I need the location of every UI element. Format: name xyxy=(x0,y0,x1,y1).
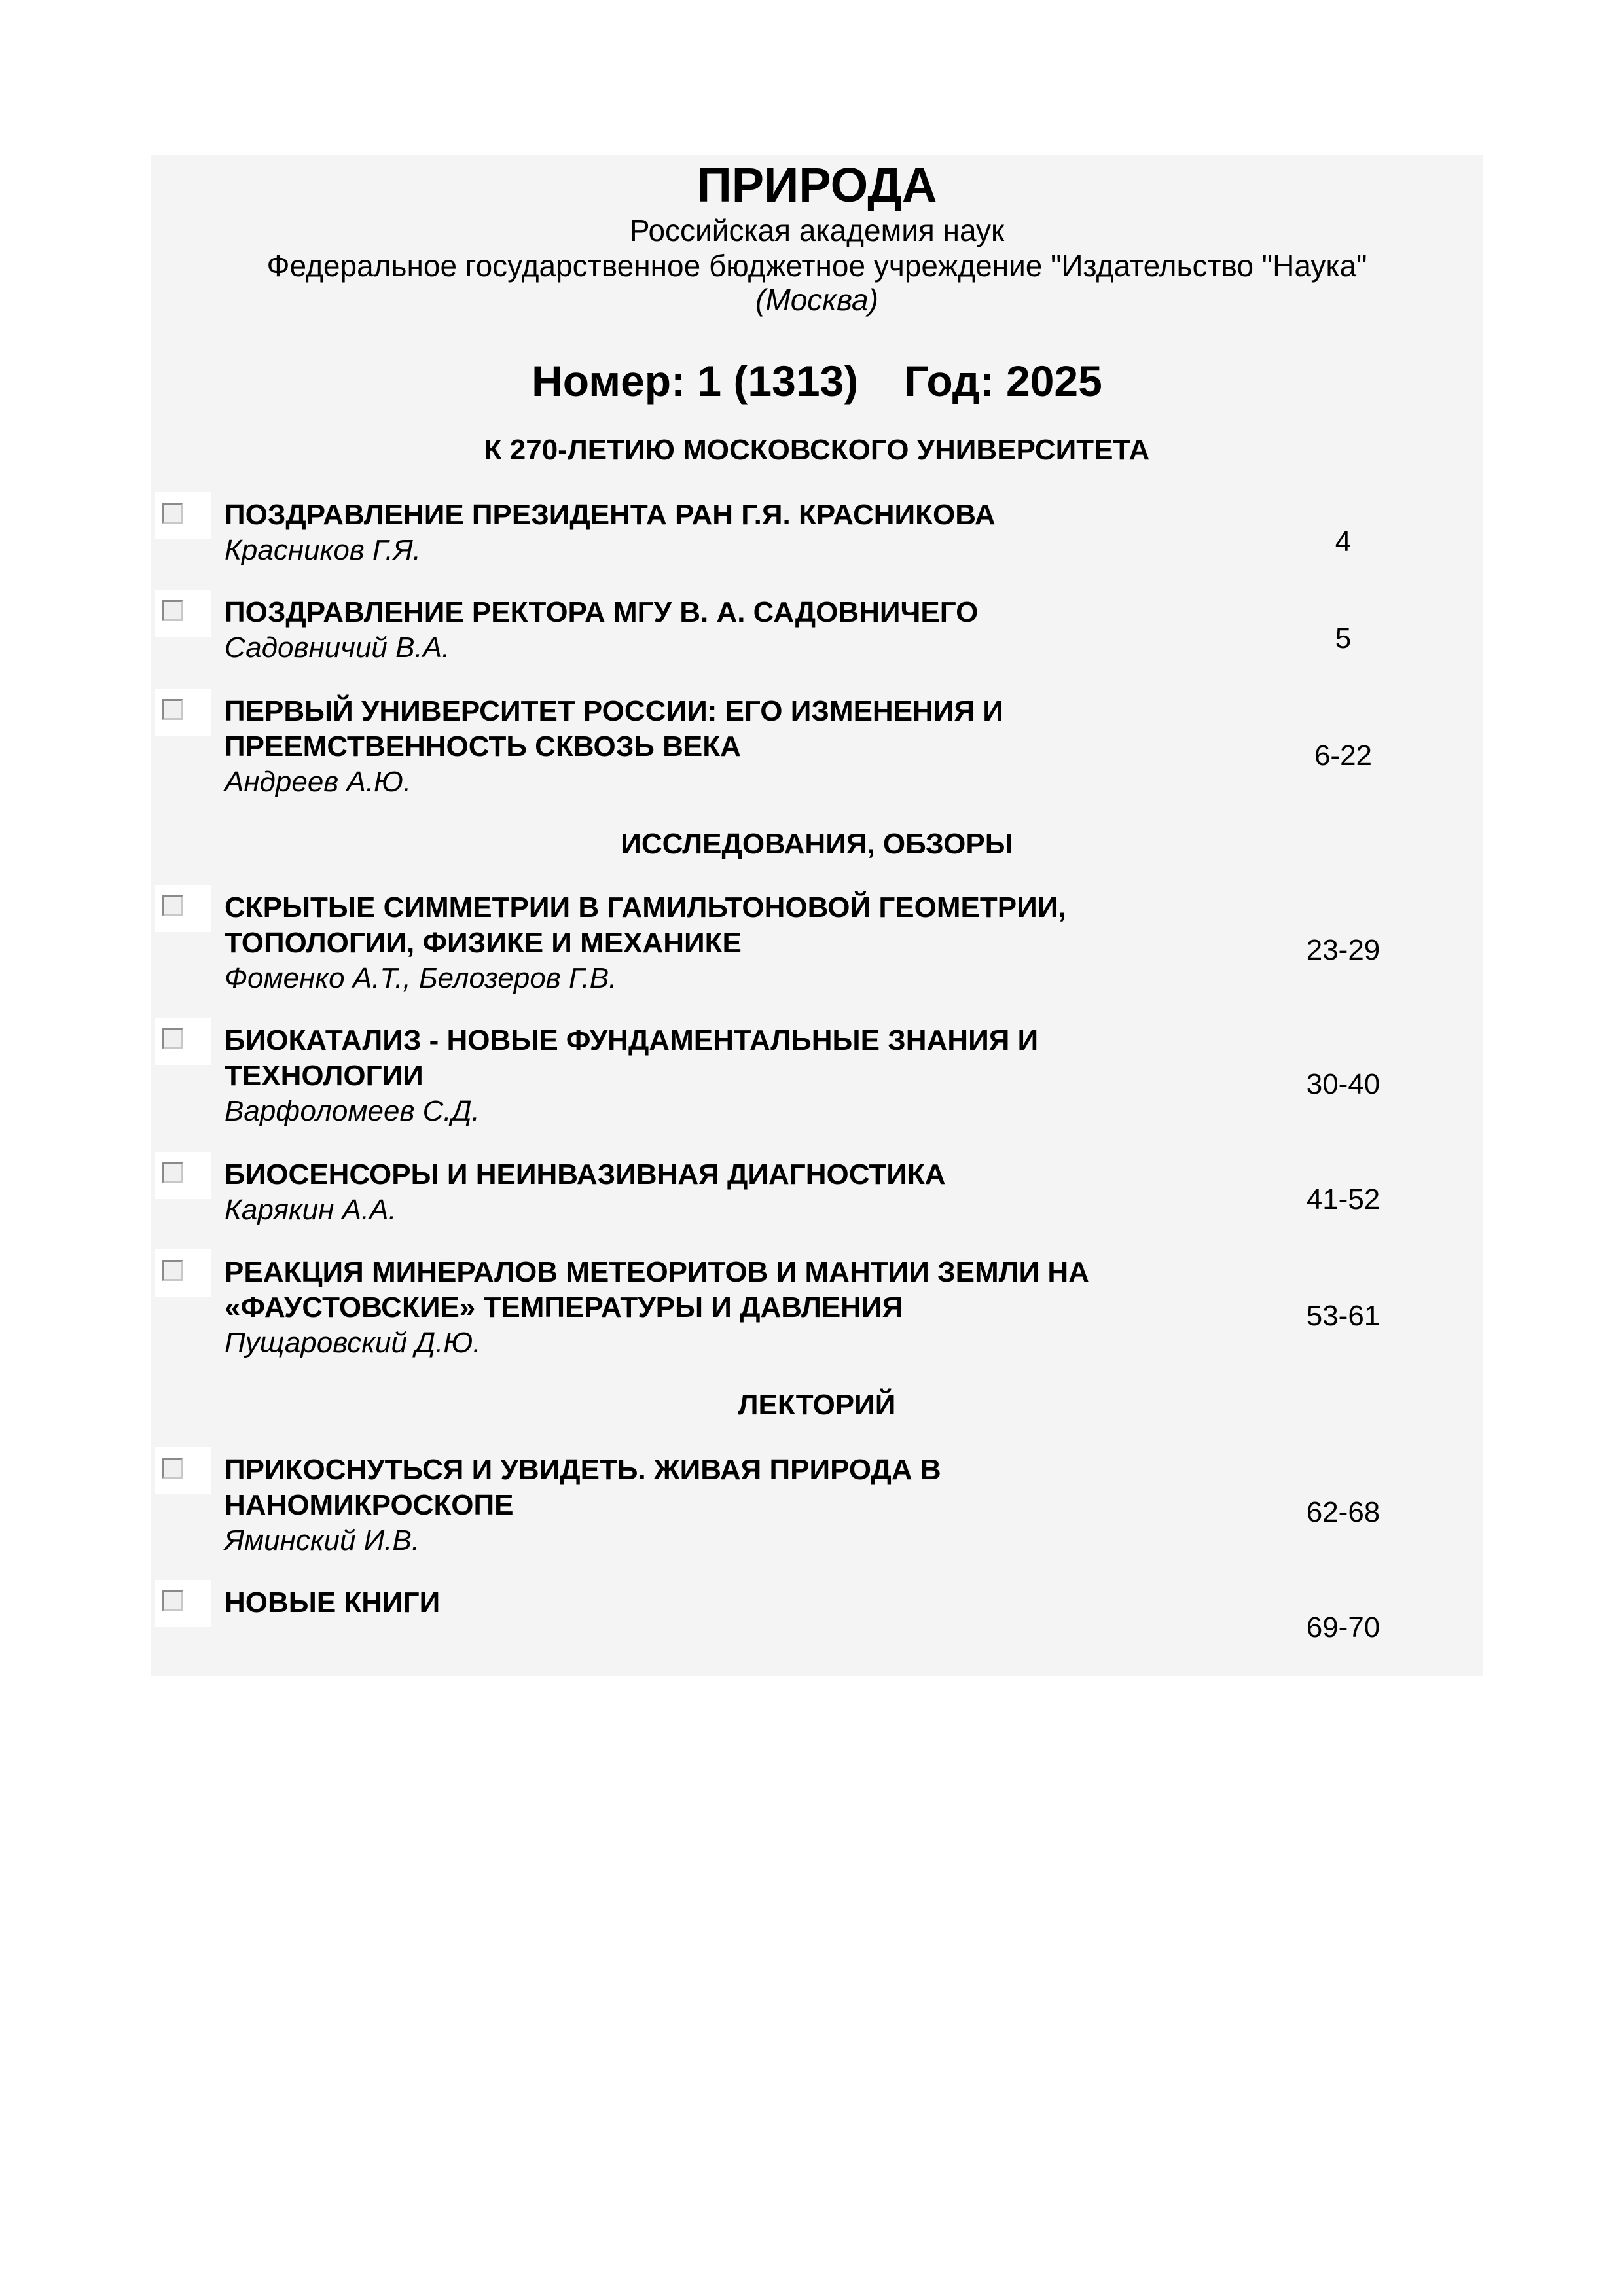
article-title[interactable]: БИОСЕНСОРЫ И НЕИНВАЗИВНАЯ ДИАГНОСТИКА xyxy=(225,1158,946,1191)
article-pages: 62-68 xyxy=(1306,1496,1380,1528)
issue-number: Номер: 1 (1313) xyxy=(532,357,859,405)
article-title[interactable]: РЕАКЦИЯ МИНЕРАЛОВ МЕТЕОРИТОВ И МАНТИИ ЗЕМЛИ НА «ФАУСТОВСКИЕ» ТЕМПЕРАТУРЫ И ДАВЛЕНИЯ xyxy=(225,1256,1089,1323)
article-authors: Варфоломеев С.Д. xyxy=(225,1095,480,1127)
article-pages: 5 xyxy=(1335,622,1352,655)
broken-image-checkbox-icon[interactable] xyxy=(155,1018,211,1065)
article-authors: Красников Г.Я. xyxy=(225,534,421,566)
publisher-city: (Москва) xyxy=(755,283,878,317)
article-title[interactable]: СКРЫТЫЕ СИММЕТРИИ В ГАМИЛЬТОНОВОЙ ГЕОМЕТРИИ, ТОПОЛОГИИ, ФИЗИКЕ И МЕХАНИКЕ xyxy=(225,891,1066,959)
article-pages: 23-29 xyxy=(1306,934,1380,966)
article-title[interactable]: НОВЫЕ КНИГИ xyxy=(225,1587,441,1619)
broken-image-checkbox-icon[interactable] xyxy=(155,1152,211,1199)
article-pages: 30-40 xyxy=(1306,1068,1380,1100)
broken-image-checkbox-icon[interactable] xyxy=(155,1447,211,1494)
article-pages: 53-61 xyxy=(1306,1300,1380,1332)
section-heading: ИССЛЕДОВАНИЯ, ОБЗОРЫ xyxy=(621,828,1013,860)
article-pages: 4 xyxy=(1335,526,1352,558)
article-pages: 6-22 xyxy=(1314,740,1373,772)
article-authors: Садовничий В.А. xyxy=(225,632,450,664)
article-title[interactable]: ПОЗДРАВЛЕНИЕ РЕКТОРА МГУ В. А. САДОВНИЧЕГО xyxy=(225,596,979,628)
article-title[interactable]: ПРИКОСНУТЬСЯ И УВИДЕТЬ. ЖИВАЯ ПРИРОДА В НАНОМИКРОСКОПЕ xyxy=(225,1454,941,1521)
article-authors: Фоменко А.Т., Белозеров Г.В. xyxy=(225,962,617,994)
article-authors: Пущаровский Д.Ю. xyxy=(225,1327,481,1359)
broken-image-checkbox-icon[interactable] xyxy=(155,1249,211,1297)
issue-info xyxy=(151,355,1483,407)
broken-image-checkbox-icon[interactable] xyxy=(155,689,211,736)
publisher-academy: Российская академия наук xyxy=(629,213,1005,247)
article-title[interactable]: ПЕРВЫЙ УНИВЕРСИТЕТ РОССИИ: ЕГО ИЗМЕНЕНИЯ И ПРЕЕМСТВЕННОСТЬ СКВОЗЬ ВЕКА xyxy=(225,695,1003,762)
journal-title: ПРИРОДА xyxy=(696,158,937,212)
article-pages: 41-52 xyxy=(1306,1183,1380,1215)
article-title[interactable]: ПОЗДРАВЛЕНИЕ ПРЕЗИДЕНТА РАН Г.Я. КРАСНИКОВА xyxy=(225,499,996,531)
section-heading: ЛЕКТОРИЙ xyxy=(738,1389,896,1421)
issue-year: Год: 2025 xyxy=(904,357,1102,405)
broken-image-checkbox-icon[interactable] xyxy=(155,492,211,539)
article-title[interactable]: БИОКАТАЛИЗ - НОВЫЕ ФУНДАМЕНТАЛЬНЫЕ ЗНАНИЯ И ТЕХНОЛОГИИ xyxy=(225,1024,1039,1092)
section-heading: К 270-ЛЕТИЮ МОСКОВСКОГО УНИВЕРСИТЕТА xyxy=(484,434,1150,466)
publisher-institution: Федеральное государственное бюджетное учреждение "Издательство "Наука" xyxy=(266,249,1367,283)
article-pages: 69-70 xyxy=(1306,1611,1380,1643)
broken-image-checkbox-icon[interactable] xyxy=(155,885,211,932)
broken-image-checkbox-icon[interactable] xyxy=(155,590,211,637)
article-authors: Карякин А.А. xyxy=(225,1194,397,1226)
article-authors: Яминский И.В. xyxy=(225,1524,420,1556)
article-authors: Андреев А.Ю. xyxy=(225,766,412,798)
broken-image-checkbox-icon[interactable] xyxy=(155,1580,211,1627)
